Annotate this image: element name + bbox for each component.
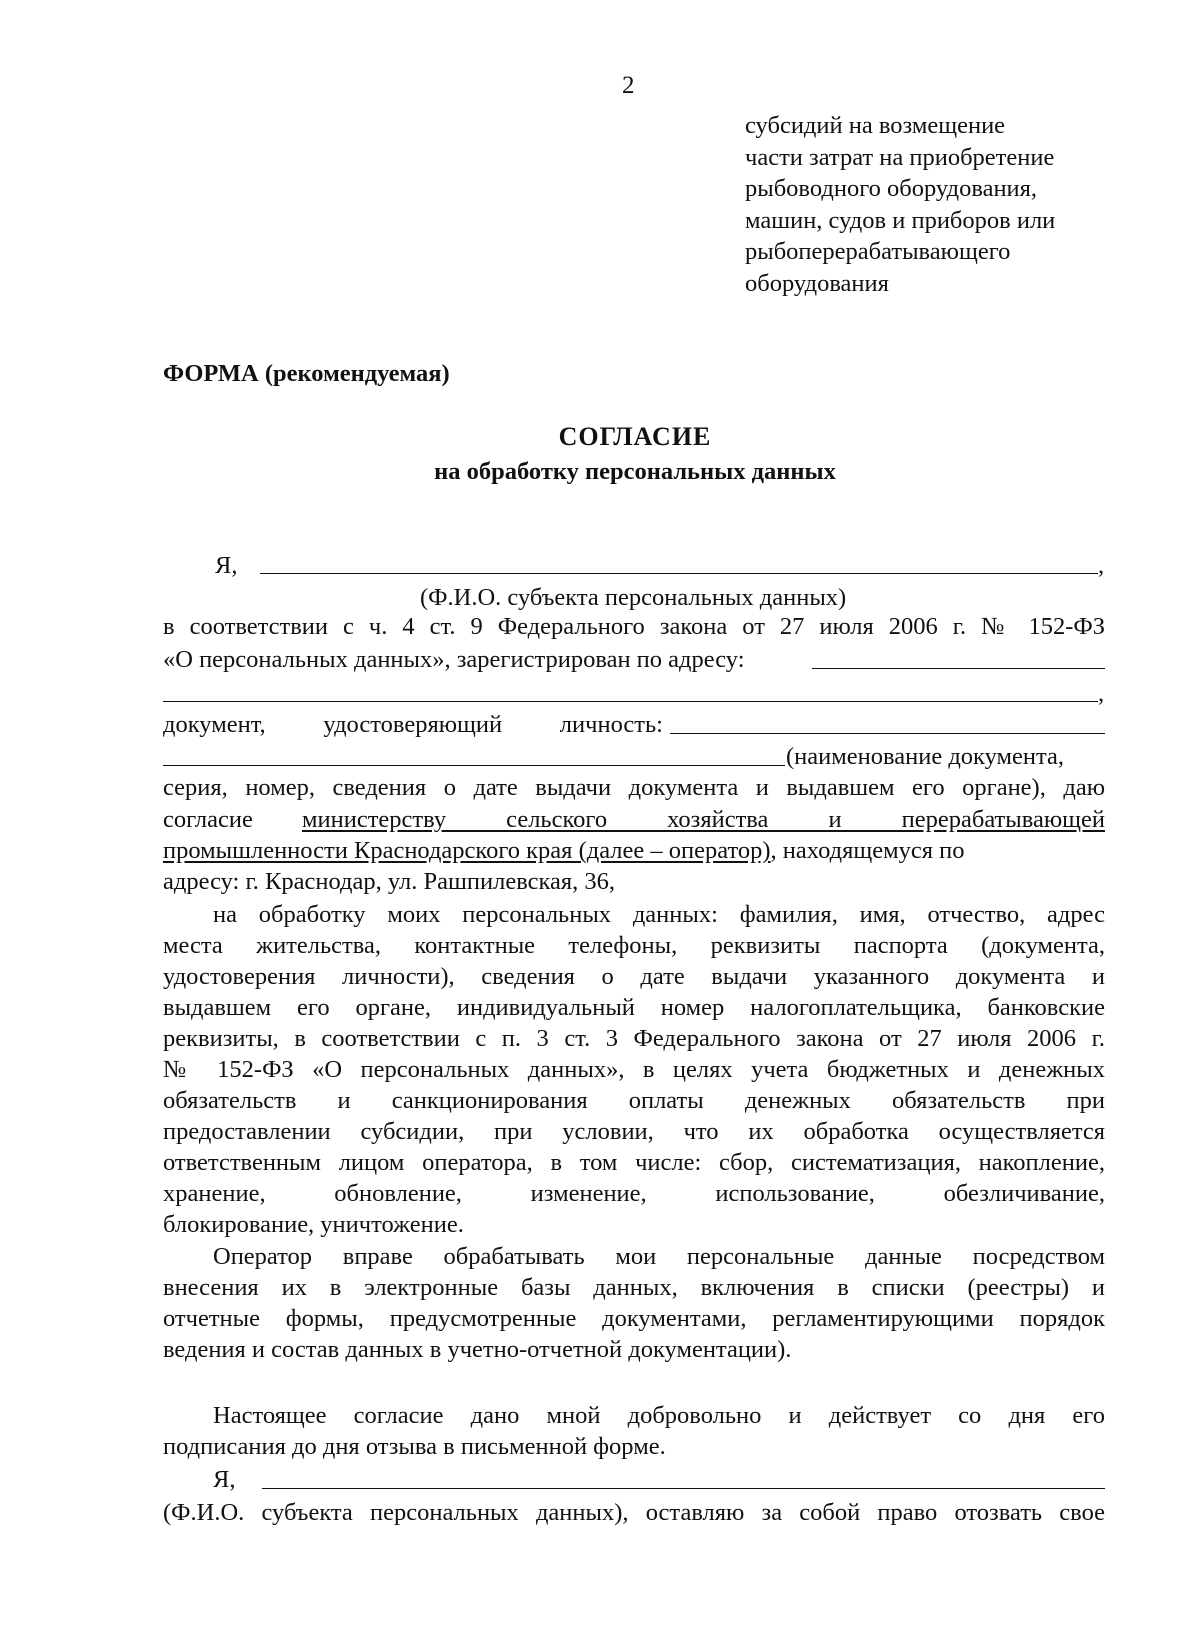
doc-caption-cont: серия, номер, сведения о дате выдачи документа и выдавшем его органе), даю (163, 774, 1105, 801)
paragraph2-line: отчетные формы, предусмотренные документами, регламентирующими порядок (163, 1305, 1105, 1332)
paragraph1-line: хранение, обновление, изменение, использование, обезличивание, (163, 1180, 1105, 1207)
final-fio-input-line[interactable] (262, 1488, 1105, 1489)
fio-caption: (Ф.И.О. субъекта персональных данных) (420, 584, 847, 611)
final-fio-line: (Ф.И.О. субъекта персональных данных), оставляю за собой право отозвать свое (163, 1499, 1105, 1526)
document-subtitle: на обработку персональных данных (434, 458, 836, 485)
ya-label: Я, (215, 552, 238, 579)
fio-input-line[interactable] (260, 573, 1098, 574)
paragraph2-line: ведения и состав данных в учетно-отчетной документации). (163, 1336, 792, 1363)
ministry-line2-tail: , находящемуся по (770, 837, 965, 864)
ministry-line2 (163, 835, 965, 866)
ministry-line1: министерству сельского хозяйства и перерабатывающей (302, 806, 1105, 833)
paragraph1-line: выдавшем его органе, индивидуальный номер налогоплательщика, банковские (163, 994, 1105, 1021)
document-input-line[interactable] (670, 733, 1105, 734)
paragraph1-line: блокирование, уничтожение. (163, 1211, 464, 1238)
doc-label: документ, удостоверяющий личность: (163, 711, 663, 738)
document-title: СОГЛАСИЕ (558, 422, 712, 451)
final-ya-label: Я, (213, 1466, 236, 1493)
address-label: «О персональных данных», зарегистрирован по адресу: (163, 646, 745, 673)
header-line: субсидий на возмещение (745, 112, 1006, 139)
paragraph3-line: подписания до дня отзыва в письменной форме. (163, 1433, 666, 1460)
form-label: ФОРМА (рекомендуемая) (163, 360, 450, 387)
address-input-line[interactable] (812, 668, 1105, 669)
header-line: рыбоводного оборудования, (745, 175, 1038, 203)
header-line: машин, судов и приборов или (745, 206, 1056, 234)
address-input-line-2[interactable] (163, 701, 1098, 702)
paragraph1-line: обязательств и санкционирования оплаты денежных обязательств при (163, 1087, 1105, 1114)
paragraph2-line: внесения их в электронные базы данных, включения в списки (реестры) и (163, 1274, 1105, 1301)
page-number: 2 (622, 72, 635, 99)
document-input-line-2[interactable] (163, 765, 785, 766)
ministry-line2-underlined: промышленности Краснодарского края (далее – оператор) (163, 837, 771, 864)
comma: , (1098, 680, 1105, 707)
operator-address: адресу: г. Краснодар, ул. Рашпилевская, 36, (163, 868, 616, 895)
header-line: рыбоперерабатывающего (745, 238, 1011, 266)
paragraph1-line: на обработку моих персональных данных: фамилия, имя, отчество, адрес (213, 901, 1105, 928)
paragraph1-line: № 152-ФЗ «О персональных данных», в целях учета бюджетных и денежных (163, 1056, 1105, 1083)
paragraph1-line: удостоверения личности), сведения о дате выдачи указанного документа и (163, 963, 1105, 990)
header-block (745, 110, 1055, 300)
paragraph2-line: Оператор вправе обрабатывать мои персональные данные посредством (213, 1243, 1105, 1270)
doc-caption: (наименование документа, (786, 743, 1065, 770)
consent-word: согласие (163, 806, 253, 833)
paragraph1-line: реквизиты, в соответствии с п. 3 ст. 3 Федерального закона от 27 июля 2006 г. (163, 1025, 1105, 1052)
comma: , (1098, 552, 1105, 579)
paragraph1-line: ответственным лицом оператора, в том числе: сбор, систематизация, накопление, (163, 1149, 1105, 1176)
header-line: оборудования (745, 269, 889, 297)
header-line: части затрат на приобретение (745, 143, 1055, 171)
paragraph3-line: Настоящее согласие дано мной добровольно и действует со дня его (213, 1402, 1105, 1429)
law-line: в соответствии с ч. 4 ст. 9 Федерального закона от 27 июля 2006 г. № 152-ФЗ (163, 613, 1105, 640)
paragraph1-line: предоставлении субсидии, при условии, что их обработка осуществляется (163, 1118, 1105, 1145)
paragraph1-line: места жительства, контактные телефоны, реквизиты паспорта (документа, (163, 932, 1105, 959)
